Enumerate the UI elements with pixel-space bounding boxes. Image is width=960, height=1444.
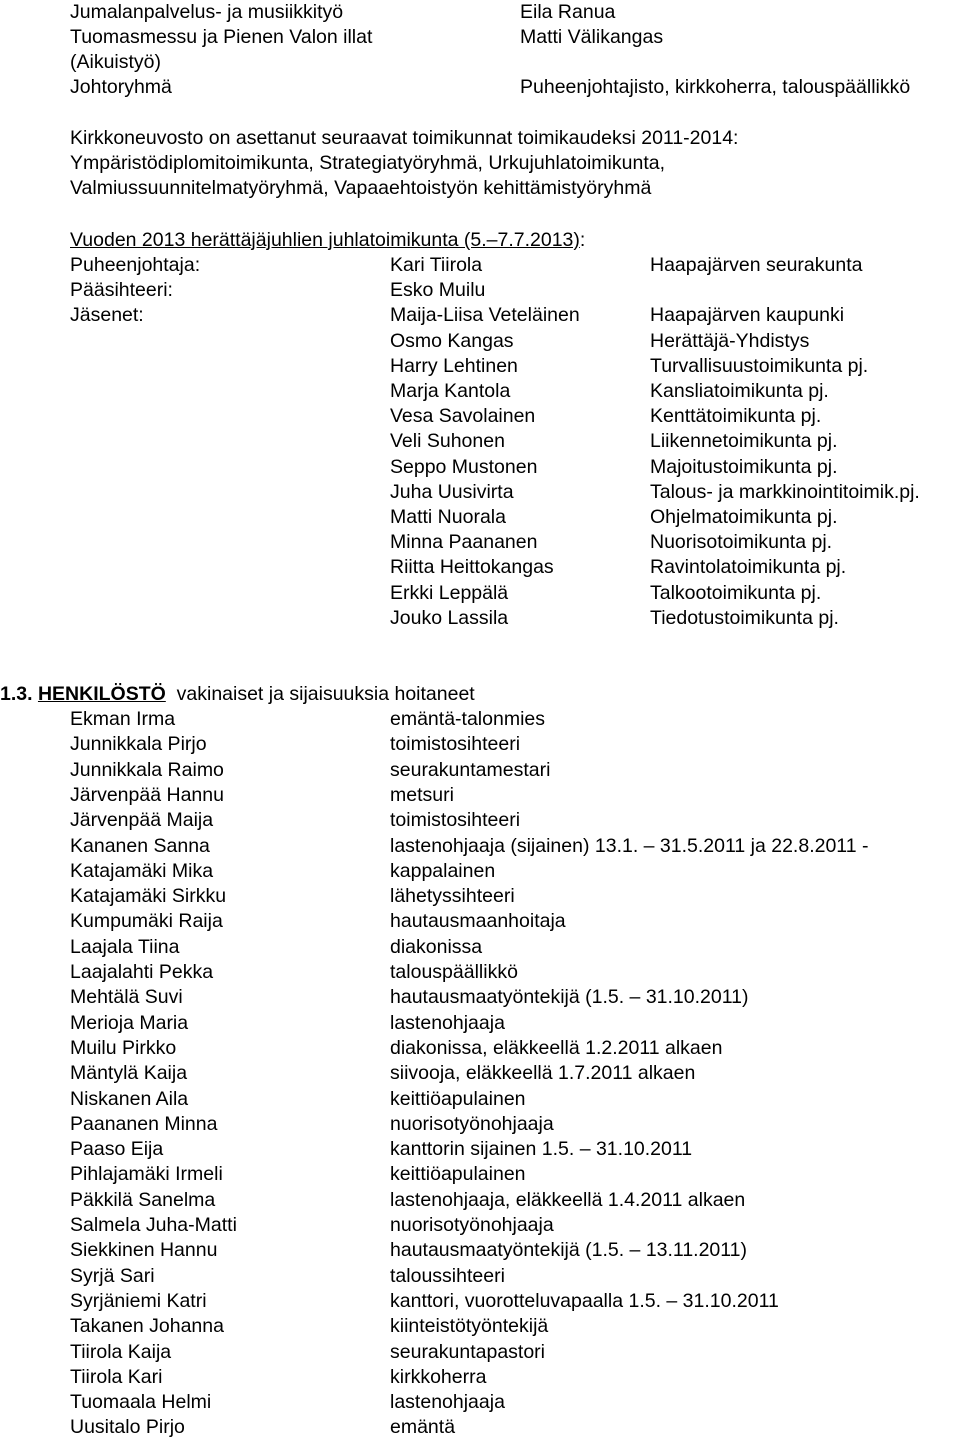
staff-role: toimistosihteeri [390, 809, 521, 832]
committee-role: Jäsenet: [70, 304, 144, 327]
committee-role: Puheenjohtaja: [70, 254, 201, 276]
staff-name: Katajamäki Mika [70, 859, 214, 882]
staff-name: Kananen Sanna [70, 834, 210, 857]
committee-org: Talkootoimikunta pj. [650, 581, 822, 604]
staff-name: Kumpumäki Raija [70, 910, 223, 933]
staff-name: Päkkilä Sanelma [70, 1188, 216, 1211]
staff-name: Ekman Irma [70, 708, 176, 730]
staff-role: hautausmaatyöntekijä (1.5. – 31.10.2011) [390, 986, 749, 1009]
staff-name: Mäntylä Kaija [70, 1062, 188, 1085]
top-right-line-1: Eila Ranua [520, 1, 616, 23]
staff-role: kanttori, vuorotteluvapaalla 1.5. – 31.10.2011 [390, 1289, 779, 1312]
staff-role: lähetyssihteeri [390, 885, 515, 908]
committee-name: Esko Muilu [390, 279, 486, 302]
staff-name: Muilu Pirkko [70, 1036, 177, 1059]
top-right-line-4: Puheenjohtajisto, kirkkoherra, talouspäällikkö [520, 76, 911, 98]
committee-org: Liikennetoimikunta pj. [650, 430, 838, 453]
staff-name: Järvenpää Hannu [70, 783, 224, 806]
staff-name: Syrjäniemi Katri [70, 1289, 207, 1312]
committee-name: Jouko Lassila [390, 606, 509, 629]
committee-org: Nuorisotoimikunta pj. [650, 531, 833, 554]
kirkkoneuvosto-line-3: Valmiussuunnitelmatyöryhmä, Vapaaehtoistyön kehittämistyöryhmä [70, 177, 652, 199]
committee-org: Ravintolatoimikunta pj. [650, 556, 847, 579]
committee-org: Majoitustoimikunta pj. [650, 455, 838, 478]
committee-org: Turvallisuustoimikunta pj. [650, 354, 869, 377]
staff-role: lastenohjaaja (sijainen) 13.1. – 31.5.2011 ja 22.8.2011 - [390, 834, 869, 857]
staff-role: emäntä-talonmies [390, 708, 545, 730]
staff-role: keittiöapulainen [390, 1163, 526, 1186]
section-number: 1.3. [0, 683, 33, 705]
committee-org: Kenttätoimikunta pj. [650, 405, 822, 428]
staff-role: diakonissa [390, 935, 483, 958]
staff-role: seurakuntamestari [390, 758, 551, 781]
staff-name: Mehtälä Suvi [70, 986, 183, 1009]
staff-role: kiinteistötyöntekijä [390, 1315, 549, 1338]
staff-role: lastenohjaaja [390, 1011, 505, 1034]
staff-role: lastenohjaaja, eläkkeellä 1.4.2011 alkaen [390, 1188, 746, 1211]
section-subtitle: vakinaiset ja sijaisuuksia hoitaneet [176, 683, 475, 705]
staff-name: Tiirola Kari [70, 1365, 163, 1388]
committee-name: Vesa Savolainen [390, 405, 536, 428]
staff-role: lastenohjaaja [390, 1391, 505, 1414]
staff-name: Tuomaala Helmi [70, 1391, 212, 1414]
staff-role: kanttorin sijainen 1.5. – 31.10.2011 [390, 1138, 693, 1161]
henkilosto-heading [0, 682, 475, 707]
juhlatoimikunta-heading [70, 228, 585, 253]
committee-org: Herättäjä-Yhdistys [650, 329, 810, 352]
staff-name: Merioja Maria [70, 1011, 189, 1034]
staff-name: Katajamäki Sirkku [70, 885, 227, 908]
staff-role: hautausmaatyöntekijä (1.5. – 13.11.2011) [390, 1239, 748, 1262]
staff-name: Laajala Tiina [70, 935, 180, 958]
committee-org: Haapajärven seurakunta [650, 254, 863, 276]
committee-name: Marja Kantola [390, 380, 511, 402]
staff-role: hautausmaanhoitaja [390, 910, 566, 933]
top-left-line-3: (Aikuistyö) [70, 51, 162, 73]
staff-role: kirkkoherra [390, 1365, 487, 1388]
committee-org: Ohjelmatoimikunta pj. [650, 506, 838, 528]
committee-org: Talous- ja markkinointitoimik.pj. [650, 480, 920, 503]
staff-role: seurakuntapastori [390, 1340, 546, 1363]
staff-name: Junnikkala Raimo [70, 758, 224, 781]
staff-role: diakonissa, eläkkeellä 1.2.2011 alkaen [390, 1036, 723, 1059]
committee-org: Tiedotustoimikunta pj. [650, 606, 839, 629]
staff-name: Junnikkala Pirjo [70, 733, 207, 756]
section-title: HENKILÖSTÖ [37, 683, 166, 705]
staff-name: Paaso Eija [70, 1138, 164, 1161]
staff-name: Niskanen Aila [70, 1087, 189, 1110]
juhlatoimikunta-heading-suffix: : [579, 229, 586, 251]
staff-role: keittiöapulainen [390, 1087, 526, 1110]
top-left-line-1: Jumalanpalvelus- ja musiikkityö [70, 1, 344, 23]
committee-name: Erkki Leppälä [390, 581, 509, 604]
committee-org: Haapajärven kaupunki [650, 304, 845, 327]
staff-role: kappalainen [390, 859, 496, 882]
committee-name: Kari Tiirola [390, 254, 483, 276]
committee-name: Juha Uusivirta [390, 480, 514, 503]
staff-role: toimistosihteeri [390, 733, 521, 756]
committee-name: Minna Paananen [390, 531, 538, 554]
staff-role: talouspäällikkö [390, 961, 518, 983]
kirkkoneuvosto-line-1: Kirkkoneuvosto on asettanut seuraavat toimikunnat toimikaudeksi 2011-2014: [70, 127, 739, 149]
committee-name: Riitta Heittokangas [390, 556, 554, 579]
staff-role: emäntä [390, 1416, 456, 1439]
kirkkoneuvosto-line-2: Ympäristödiplomitoimikunta, Strategiatyöryhmä, Urkujuhlatoimikunta, [70, 152, 665, 174]
committee-role: Pääsihteeri: [70, 279, 173, 302]
staff-name: Salmela Juha-Matti [70, 1214, 237, 1236]
top-left-line-2: Tuomasmessu ja Pienen Valon illat [70, 26, 373, 48]
staff-name: Siekkinen Hannu [70, 1239, 218, 1262]
committee-name: Maija-Liisa Veteläinen [390, 304, 580, 327]
staff-role: metsuri [390, 783, 454, 806]
staff-name: Pihlajamäki Irmeli [70, 1163, 223, 1186]
committee-org: Kansliatoimikunta pj. [650, 380, 829, 402]
juhlatoimikunta-heading-text: Vuoden 2013 herättäjäjuhlien juhlatoimikunta (5.–7.7.2013) [70, 229, 580, 251]
committee-name: Matti Nuorala [390, 506, 506, 528]
committee-name: Veli Suhonen [390, 430, 505, 453]
top-right-line-2: Matti Välikangas [520, 26, 664, 48]
staff-role: taloussihteeri [390, 1264, 505, 1287]
top-left-line-4: Johtoryhmä [70, 76, 172, 98]
committee-name: Seppo Mustonen [390, 455, 538, 478]
staff-name: Takanen Johanna [70, 1315, 224, 1338]
staff-role: nuorisotyönohjaaja [390, 1214, 554, 1236]
staff-name: Tiirola Kaija [70, 1340, 172, 1363]
staff-name: Paananen Minna [70, 1112, 218, 1135]
staff-name: Järvenpää Maija [70, 809, 214, 832]
staff-name: Laajalahti Pekka [70, 961, 214, 983]
committee-name: Osmo Kangas [390, 329, 514, 352]
committee-name: Harry Lehtinen [390, 354, 518, 377]
staff-name: Syrjä Sari [70, 1264, 155, 1287]
staff-role: nuorisotyönohjaaja [390, 1112, 554, 1135]
staff-role: siivooja, eläkkeellä 1.7.2011 alkaen [390, 1062, 696, 1085]
staff-name: Uusitalo Pirjo [70, 1416, 185, 1439]
